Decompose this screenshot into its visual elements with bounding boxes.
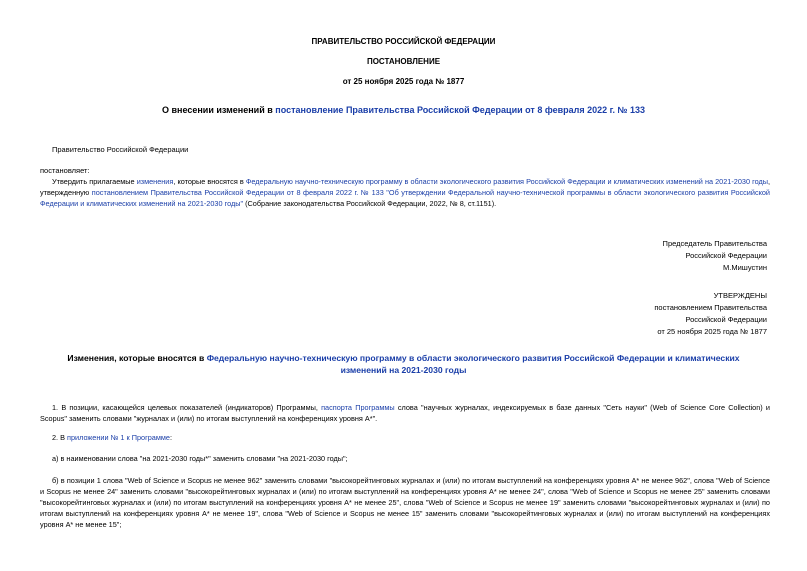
intro-resolves: постановляет: bbox=[40, 166, 90, 175]
item-2a: а) в наименовании слова "на 2021-2030 годы*" заменить словами "на 2021-2030 годы"; bbox=[52, 454, 348, 463]
doc-type-heading: ПОСТАНОВЛЕНИЕ bbox=[366, 57, 441, 66]
changes-link[interactable]: изменения bbox=[136, 177, 174, 186]
item-2: 2. В приложении № 1 к Программе: bbox=[52, 433, 172, 442]
item-1: 1. В позиции, касающейся целевых показателей (индикаторов) Программы, паспорта Программы слова "научных журналах, индексируемых в базе данных "Сеть науки" (Web of Science Core Collection) и Scopus" заменить словами "журналах и (или) по итогам выступлений на конференциях уровня А*". bbox=[40, 403, 771, 423]
resolution-link[interactable]: постановлением Правительства Российской Федерации от 8 февраля 2022 г. № 133 "Об утверждении Федеральной научно-технической программы в области экологического развития Российской Федерации и климатических изменений на 2021-2030 годы" bbox=[40, 188, 771, 208]
changes-title: Изменения, которые вносятся в Федеральную научно-техническую программу в области экологического развития Российской Федерации и климатических изменений на 2021-2030 годы bbox=[67, 353, 740, 375]
gov-heading: ПРАВИТЕЛЬСТВО РОССИЙСКОЙ ФЕДЕРАЦИИ bbox=[311, 37, 496, 46]
doc-date-number: от 25 ноября 2025 года № 1877 bbox=[342, 77, 465, 86]
intro-gov-line: Правительство Российской Федерации bbox=[52, 145, 189, 154]
intro-paragraph: Утвердить прилагаемые изменения, которые вносятся в Федеральную научно-техническую программу в области экологического развития Российской Федерации и климатических изменений на 2021-2030 годы, утвержденную постановлением Правительства Российской Федерации от 8 февраля 2022 г. № 133 "Об утверждении Федеральной научно-технической программы в области экологического развития Российской Федерации и климатических изменений на 2021-2030 годы" (Собрание законодательства Российской Федерации, 2022, № 8, ст.1151). bbox=[40, 177, 771, 208]
approved-block: УТВЕРЖДЕНЫ постановлением Правительства Российской Федерации от 25 ноября 2025 года № 1877 bbox=[654, 291, 767, 336]
title-prefix: О внесении изменений в bbox=[161, 105, 276, 115]
document-title bbox=[0, 104, 807, 117]
program-link[interactable]: Федеральную научно-техническую программу в области экологического развития Российской Федерации и климатических изменений на 2021-2030 годы bbox=[245, 177, 768, 186]
changes-title-link[interactable]: Федеральную научно-техническую программу в области экологического развития Российской Федерации и климатических изменений на 2021-2030 годы bbox=[206, 353, 740, 375]
signature-block: Председатель Правительства Российской Федерации М.Мишустин bbox=[662, 239, 767, 272]
passport-link[interactable]: паспорта Программы bbox=[321, 403, 395, 412]
item-2b: б) в позиции 1 слова "Web of Science и Scopus не менее 962" заменить словами "высокорейтинговых журналах и (или) по итогам выступлений на конференциях уровня А* не менее 962", слова "Web of Science и Scopus не менее 24" заменить словами "высокорейтинговых журналах и (или) по итогам выступлений на конференциях уровня А* не менее 24", слова "Web of Science и Scopus не менее 25" заменить словами "высокорейтинговых журналах и (или) по итогам выступлений на конференциях уровня А* не менее 25", слова "Web of Science и Scopus не менее 19" заменить словами "высокорейтинговых журналах и (или) по итогам выступлений на конференциях уровня А* не менее 19", слова "Web of Science и Scopus не менее 15" заменить словами "высокорейтинговых журналах и (или) по итогам выступлений на конференциях уровня А* не менее 15"; bbox=[40, 476, 770, 529]
title-link[interactable]: постановление Правительства Российской Федерации от 8 февраля 2022 г. № 133 bbox=[275, 105, 646, 115]
appendix-link[interactable]: приложении № 1 к Программе bbox=[67, 433, 170, 442]
